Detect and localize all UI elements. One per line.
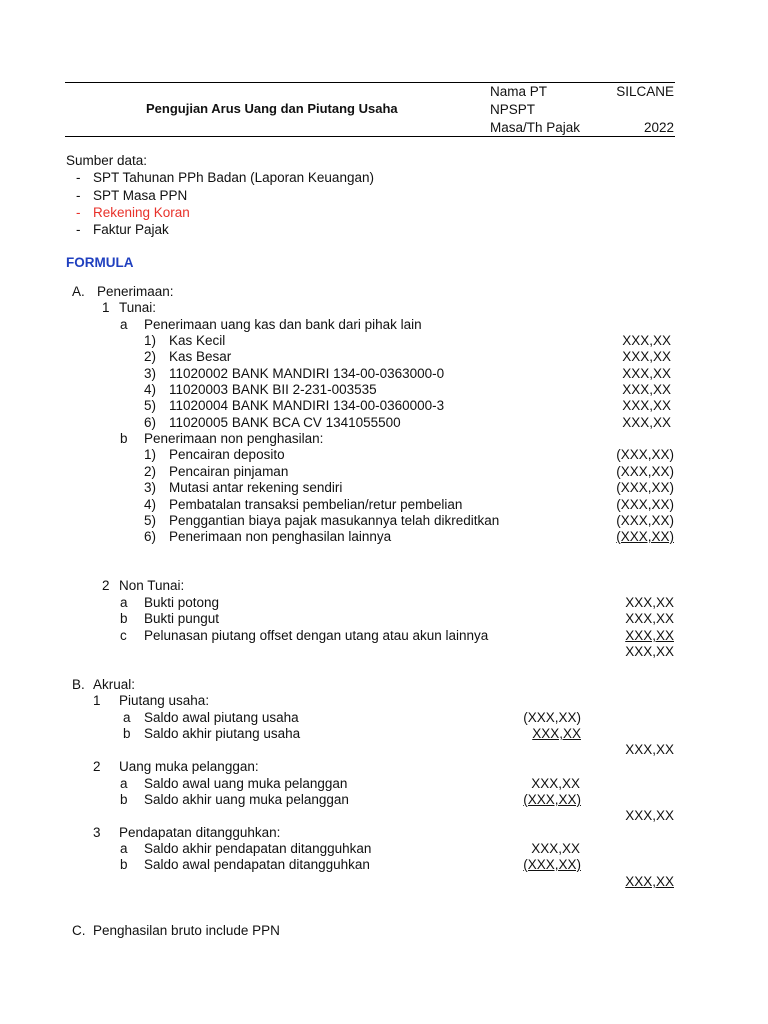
nontunai-letter: a <box>120 595 128 610</box>
item-value: (XXX,XX) <box>616 497 674 512</box>
source-item: SPT Masa PPN <box>93 188 188 203</box>
item-number: 2) <box>143 464 156 479</box>
tunai-a-letter: a <box>120 317 128 332</box>
item-text: 11020004 BANK MANDIRI 134-00-0360000-3 <box>169 398 445 413</box>
header-top-rule <box>65 82 675 83</box>
group-letter: b <box>123 726 131 741</box>
group-letter: a <box>123 710 131 725</box>
tunai-title: Tunai: <box>119 300 157 315</box>
item-number: 5) <box>143 513 156 528</box>
item-value: XXX,XX <box>622 382 671 397</box>
item-value: (XXX,XX) <box>616 447 674 462</box>
item-value: XXX,XX <box>622 398 671 413</box>
section-c-title: Penghasilan bruto include PPN <box>93 923 280 938</box>
item-number: 6) <box>143 529 156 544</box>
group-row-value: (XXX,XX) <box>523 710 581 725</box>
masa-label: Masa/Th Pajak <box>490 120 581 135</box>
item-value: XXX,XX <box>622 366 671 381</box>
nontunai-text: Pelunasan piutang offset dengan utang atau akun lainnya <box>144 628 489 643</box>
item-value: (XXX,XX) <box>616 513 674 528</box>
item-value: XXX,XX <box>622 415 671 430</box>
group-letter: a <box>120 841 128 856</box>
tunai-b-letter: b <box>120 431 128 446</box>
tunai-b-title: Penerimaan non penghasilan: <box>144 431 324 446</box>
tunai-num: 1 <box>102 300 110 315</box>
section-b-title: Akrual: <box>93 677 136 692</box>
group-title: Piutang usaha: <box>119 693 210 708</box>
nontunai-total: XXX,XX <box>625 644 674 659</box>
item-value: XXX,XX <box>622 349 671 364</box>
nontunai-text: Bukti pungut <box>144 611 220 626</box>
group-total: XXX,XX <box>625 742 674 757</box>
nontunai-num: 2 <box>102 578 110 593</box>
item-number: 3) <box>143 366 156 381</box>
section-a-title: Penerimaan: <box>97 284 174 299</box>
item-text: Kas Kecil <box>169 333 226 348</box>
item-number: 5) <box>143 398 156 413</box>
group-total-underlined: XXX,XX <box>625 874 674 889</box>
item-text: Penerimaan non penghasilan lainnya <box>169 529 392 544</box>
item-text: 11020005 BANK BCA CV 1341055500 <box>169 415 401 430</box>
item-text: Pencairan deposito <box>169 447 285 462</box>
group-num: 2 <box>93 759 101 774</box>
group-row-value-underlined: (XXX,XX) <box>523 792 581 807</box>
group-title: Pendapatan ditangguhkan: <box>119 825 281 840</box>
header-bottom-rule <box>65 136 675 137</box>
source-item: Faktur Pajak <box>93 222 169 237</box>
item-text: Penggantian biaya pajak masukannya telah dikreditkan <box>169 513 500 528</box>
group-num: 3 <box>93 825 101 840</box>
source-dash: - <box>76 188 81 203</box>
item-text: 11020002 BANK MANDIRI 134-00-0363000-0 <box>169 366 445 381</box>
group-row-text: Saldo akhir uang muka pelanggan <box>144 792 349 807</box>
item-text: Kas Besar <box>169 349 232 364</box>
nontunai-value: XXX,XX <box>625 611 674 626</box>
item-number: 4) <box>143 497 156 512</box>
nama-pt-label: Nama PT <box>490 84 548 99</box>
group-row-text: Saldo awal pendapatan ditangguhkan <box>144 857 370 872</box>
section-c-label: C. <box>72 923 86 938</box>
nontunai-value-underlined: XXX,XX <box>625 628 674 643</box>
group-total: XXX,XX <box>625 808 674 823</box>
group-row-text: Saldo awal uang muka pelanggan <box>144 776 348 791</box>
nontunai-text: Bukti potong <box>144 595 220 610</box>
item-number: 2) <box>143 349 156 364</box>
npspt-label: NPSPT <box>490 102 536 117</box>
group-letter: b <box>120 857 128 872</box>
item-value: (XXX,XX) <box>616 464 674 479</box>
group-num: 1 <box>93 693 101 708</box>
group-row-value: XXX,XX <box>531 841 580 856</box>
group-row-value-underlined: (XXX,XX) <box>523 857 581 872</box>
section-b-label: B. <box>72 677 85 692</box>
item-text: 11020003 BANK BII 2-231-003535 <box>169 382 377 397</box>
item-value: (XXX,XX) <box>616 480 674 495</box>
nontunai-letter: c <box>120 628 127 643</box>
source-item-highlighted: Rekening Koran <box>93 205 190 220</box>
item-number: 1) <box>143 333 156 348</box>
group-row-text: Saldo akhir piutang usaha <box>144 726 301 741</box>
item-value: XXX,XX <box>622 333 671 348</box>
section-a-label: A. <box>72 284 85 299</box>
item-number: 6) <box>143 415 156 430</box>
sources-title: Sumber data: <box>66 153 148 168</box>
group-letter: a <box>120 776 128 791</box>
nontunai-title: Non Tunai: <box>119 578 185 593</box>
item-number: 1) <box>143 447 156 462</box>
nontunai-value: XXX,XX <box>625 595 674 610</box>
page-title: Pengujian Arus Uang dan Piutang Usaha <box>146 101 398 116</box>
source-dash: - <box>76 170 81 185</box>
formula-heading: FORMULA <box>66 255 134 270</box>
item-text: Mutasi antar rekening sendiri <box>169 480 343 495</box>
nama-pt-value: SILCANE <box>616 84 674 99</box>
item-value-underlined: (XXX,XX) <box>616 529 674 544</box>
group-row-text: Saldo akhir pendapatan ditangguhkan <box>144 841 372 856</box>
masa-value: 2022 <box>643 120 674 135</box>
group-row-text: Saldo awal piutang usaha <box>144 710 299 725</box>
group-letter: b <box>120 792 128 807</box>
group-title: Uang muka pelanggan: <box>119 759 259 774</box>
source-dash: - <box>76 205 81 220</box>
group-row-value-underlined: XXX,XX <box>532 726 581 741</box>
item-number: 4) <box>143 382 156 397</box>
nontunai-letter: b <box>120 611 128 626</box>
source-dash: - <box>76 222 81 237</box>
item-text: Pencairan pinjaman <box>169 464 289 479</box>
source-item: SPT Tahunan PPh Badan (Laporan Keuangan) <box>93 170 374 185</box>
item-text: Pembatalan transaksi pembelian/retur pembelian <box>169 497 463 512</box>
item-number: 3) <box>143 480 156 495</box>
group-row-value: XXX,XX <box>531 776 580 791</box>
tunai-a-title: Penerimaan uang kas dan bank dari pihak lain <box>144 317 422 332</box>
